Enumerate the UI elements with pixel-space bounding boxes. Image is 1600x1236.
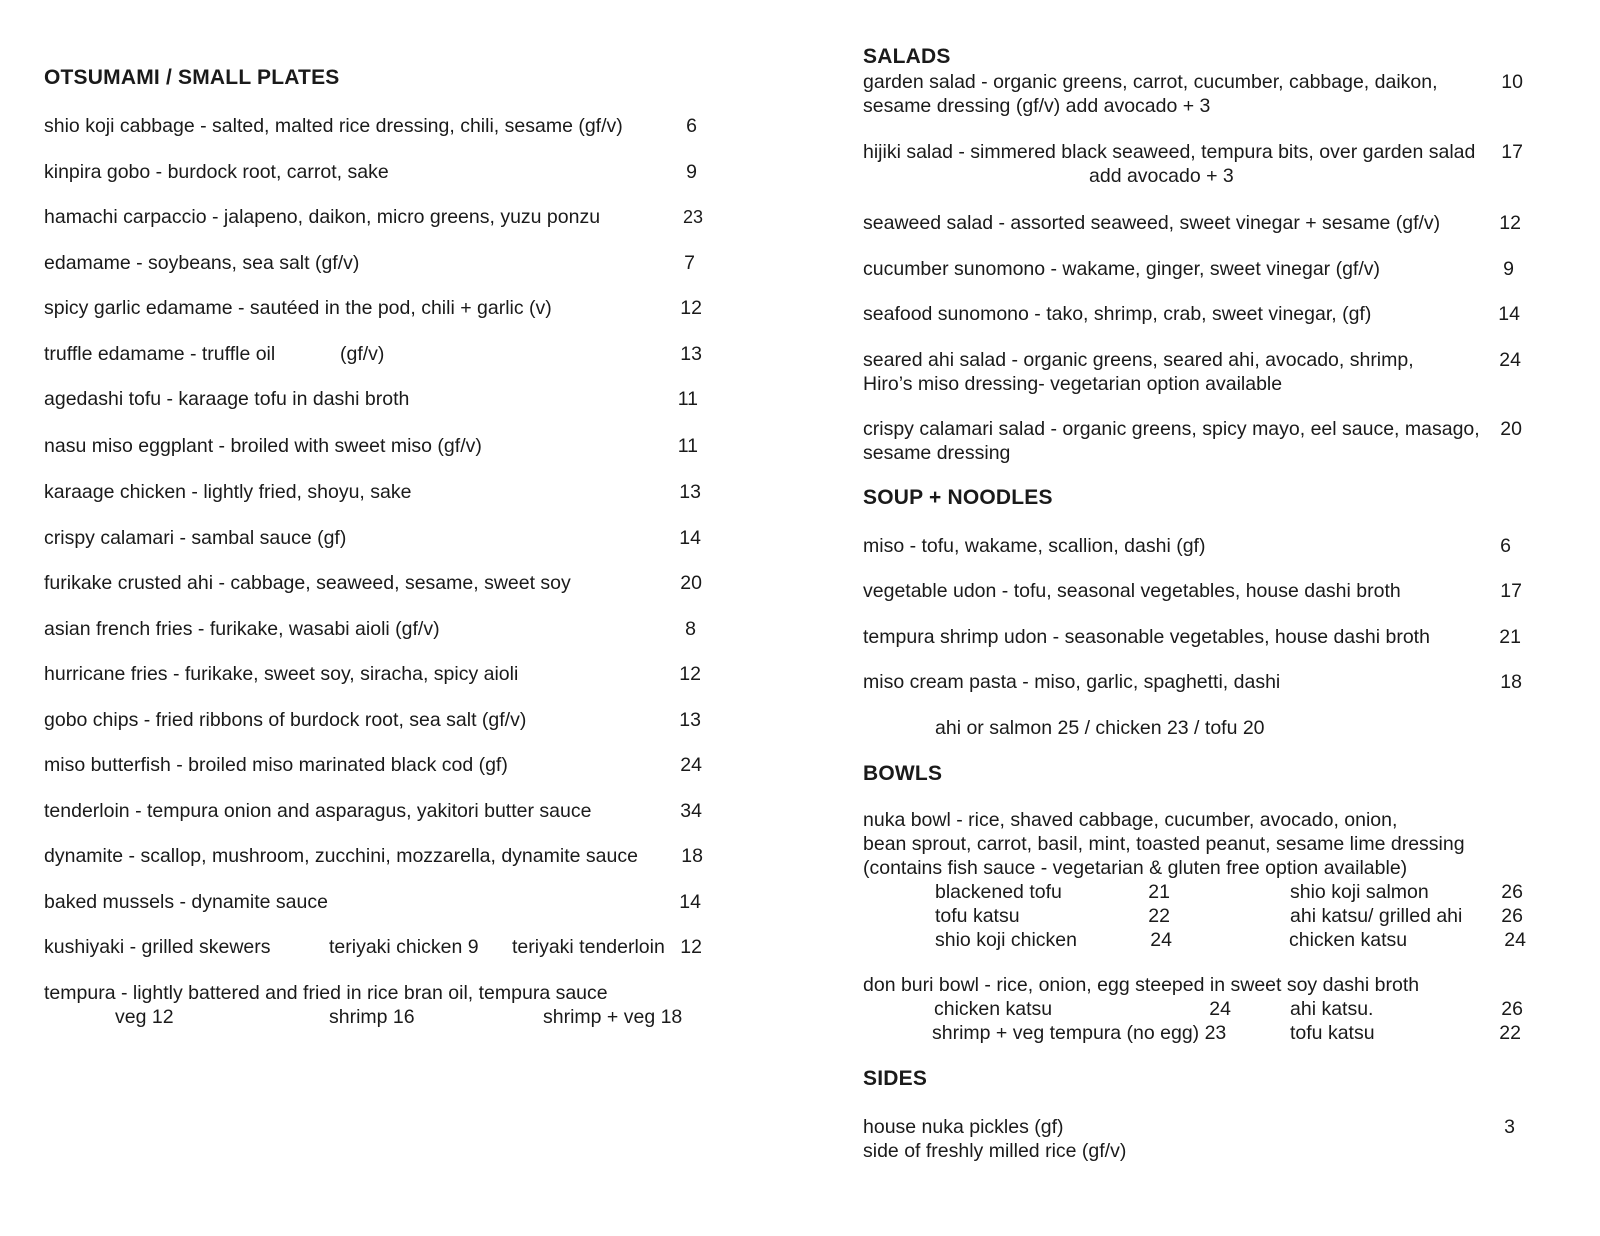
bowl-option: shio koji salmon [1290, 881, 1429, 903]
menu-item-desc: sesame dressing [863, 442, 1011, 464]
otsumami-heading: OTSUMAMI / SMALL PLATES [44, 66, 340, 89]
menu-item-name: kinpira gobo - burdock root, carrot, sake [44, 161, 389, 183]
menu-item-price: 14 [679, 527, 701, 549]
menu-item-price: 11 [677, 388, 698, 410]
menu-item-price: 20 [680, 572, 702, 594]
bowl-option: chicken katsu [934, 998, 1053, 1020]
menu-item-price: 34 [680, 800, 702, 822]
menu-item-price: 20 [1500, 418, 1522, 440]
bowl-option: tofu katsu [1290, 1022, 1375, 1044]
menu-item-price: 23 [682, 207, 703, 227]
menu-item-name: edamame - soybeans, sea salt (gf/v) [44, 252, 360, 274]
menu-item-name: asian french fries - furikake, wasabi aioli (gf/v) [44, 618, 440, 640]
menu-item-desc: Hiro’s miso dressing- vegetarian option available [863, 373, 1283, 395]
menu-item-name: truffle edamame - truffle oil [44, 343, 276, 365]
menu-item-name: hurricane fries - furikake, sweet soy, siracha, spicy aioli [44, 663, 519, 685]
bowl-option-price: 24 [1209, 998, 1231, 1020]
bowls-heading: BOWLS [863, 762, 943, 785]
bowl-option-price: 26 [1501, 998, 1523, 1020]
menu-item-name: agedashi tofu - karaage tofu in dashi broth [44, 388, 410, 410]
bowl-option: ahi katsu/ grilled ahi [1290, 905, 1463, 927]
salads-heading: SALADS [863, 45, 951, 68]
menu-item-price: 14 [1498, 303, 1520, 325]
menu-item-name: nuka bowl - rice, shaved cabbage, cucumber, avocado, onion, [863, 809, 1398, 831]
kushiyaki-name: kushiyaki - grilled skewers [44, 936, 271, 958]
menu-item-name: crispy calamari salad - organic greens, spicy mayo, eel sauce, masago, [863, 418, 1480, 440]
bowl-option-price: 21 [1148, 881, 1170, 903]
kushiyaki-option: teriyaki tenderloin [512, 936, 665, 958]
tempura-option: veg 12 [115, 1006, 174, 1028]
menu-item-name: miso - tofu, wakame, scallion, dashi (gf) [863, 535, 1206, 557]
tempura-option: shrimp 16 [329, 1006, 415, 1028]
menu-item-name: tempura shrimp udon - seasonable vegetables, house dashi broth [863, 626, 1430, 648]
menu-item-name: hijiki salad - simmered black seaweed, tempura bits, over garden salad [863, 141, 1476, 163]
menu-item-name: crispy calamari - sambal sauce (gf) [44, 527, 347, 549]
bowl-option: blackened tofu [935, 881, 1062, 903]
menu-item-desc: add avocado + 3 [1089, 165, 1234, 187]
menu-item-name: nasu miso eggplant - broiled with sweet miso (gf/v) [44, 435, 482, 457]
bowl-option: ahi katsu. [1290, 998, 1374, 1020]
menu-item-name: cucumber sunomono - wakame, ginger, sweet vinegar (gf/v) [863, 258, 1380, 280]
menu-item-name: house nuka pickles (gf) [863, 1116, 1064, 1138]
menu-item-price: 12 [679, 663, 701, 685]
menu-item-desc: bean sprout, carrot, basil, mint, toasted peanut, sesame lime dressing [863, 833, 1465, 855]
menu-item-name: baked mussels - dynamite sauce [44, 891, 328, 913]
menu-item-price: 24 [1499, 349, 1521, 371]
soup-heading: SOUP + NOODLES [863, 486, 1053, 509]
menu-item-name: hamachi carpaccio - jalapeno, daikon, micro greens, yuzu ponzu [44, 206, 601, 228]
bowl-option-price: 26 [1501, 905, 1523, 927]
menu-item-name: seafood sunomono - tako, shrimp, crab, sweet vinegar, (gf) [863, 303, 1372, 325]
menu-item-name: dynamite - scallop, mushroom, zucchini, mozzarella, dynamite sauce [44, 845, 638, 867]
menu-item-name: miso cream pasta - miso, garlic, spaghetti, dashi [863, 671, 1281, 693]
menu-item-price: 21 [1499, 626, 1521, 648]
menu-item-desc: (contains fish sauce - vegetarian & gluten free option available) [863, 857, 1408, 879]
menu-item-name: karaage chicken - lightly fried, shoyu, sake [44, 481, 412, 503]
menu-item-name: seared ahi salad - organic greens, seared ahi, avocado, shrimp, [863, 349, 1414, 371]
bowl-option-price: 24 [1504, 929, 1526, 951]
menu-item-price: 11 [677, 435, 698, 457]
menu-item-name: tenderloin - tempura onion and asparagus, yakitori butter sauce [44, 800, 592, 822]
menu-item-name: miso butterfish - broiled miso marinated black cod (gf) [44, 754, 508, 776]
bowl-option-price: 24 [1150, 929, 1172, 951]
bowl-option-price: 26 [1501, 881, 1523, 903]
menu-item-price: 14 [679, 891, 701, 913]
tempura-name: tempura - lightly battered and fried in rice bran oil, tempura sauce [44, 982, 608, 1004]
menu-item-name: gobo chips - fried ribbons of burdock root, sea salt (gf/v) [44, 709, 527, 731]
bowl-option: chicken katsu [1289, 929, 1408, 951]
bowl-option-price: 22 [1499, 1022, 1521, 1044]
kushiyaki-option: teriyaki chicken 9 [329, 936, 479, 958]
menu-item-price: 6 [1500, 535, 1511, 557]
menu-item-price: 3 [1504, 1116, 1515, 1138]
menu-item-price: 9 [686, 161, 697, 183]
menu-item-price: 7 [684, 252, 695, 274]
menu-item-price: 13 [679, 481, 701, 503]
tempura-option: shrimp + veg 18 [543, 1006, 683, 1028]
menu-item-name: side of freshly milled rice (gf/v) [863, 1140, 1127, 1162]
menu-item-name: spicy garlic edamame - sautéed in the pod, chili + garlic (v) [44, 297, 552, 319]
menu-item-price: 18 [681, 845, 703, 867]
bowl-option: tofu katsu [935, 905, 1020, 927]
menu-item-name: seaweed salad - assorted seaweed, sweet vinegar + sesame (gf/v) [863, 212, 1441, 234]
menu-item-desc: sesame dressing (gf/v) add avocado + 3 [863, 95, 1211, 117]
bowl-option: shio koji chicken [935, 929, 1077, 951]
menu-item-price: 12 [1499, 212, 1521, 234]
menu-item-price: 12 [680, 297, 702, 319]
bowl-option: shrimp + veg tempura (no egg) 23 [932, 1022, 1227, 1044]
menu-item-price: 13 [679, 709, 701, 731]
menu-item-name: garden salad - organic greens, carrot, cucumber, cabbage, daikon, [863, 71, 1438, 93]
menu-item-note: (gf/v) [340, 343, 385, 365]
menu-item-price: 24 [680, 754, 702, 776]
menu-item-name: furikake crusted ahi - cabbage, seaweed, sesame, sweet soy [44, 572, 571, 594]
pasta-protein-options: ahi or salmon 25 / chicken 23 / tofu 20 [935, 717, 1265, 739]
kushiyaki-price: 12 [680, 936, 702, 958]
sides-heading: SIDES [863, 1067, 928, 1090]
menu-item-price: 18 [1500, 671, 1522, 693]
menu-item-price: 10 [1501, 71, 1523, 93]
menu-item-price: 17 [1500, 580, 1522, 602]
bowl-option-price: 22 [1148, 905, 1170, 927]
menu-item-price: 13 [680, 343, 702, 365]
menu-item-price: 6 [686, 115, 697, 137]
menu-item-price: 17 [1501, 141, 1523, 163]
menu-item-name: don buri bowl - rice, onion, egg steeped in sweet soy dashi broth [863, 974, 1420, 996]
menu-item-price: 9 [1503, 258, 1514, 280]
menu-item-name: shio koji cabbage - salted, malted rice dressing, chili, sesame (gf/v) [44, 115, 623, 137]
menu-item-price: 8 [685, 618, 696, 640]
menu-item-name: vegetable udon - tofu, seasonal vegetables, house dashi broth [863, 580, 1401, 602]
